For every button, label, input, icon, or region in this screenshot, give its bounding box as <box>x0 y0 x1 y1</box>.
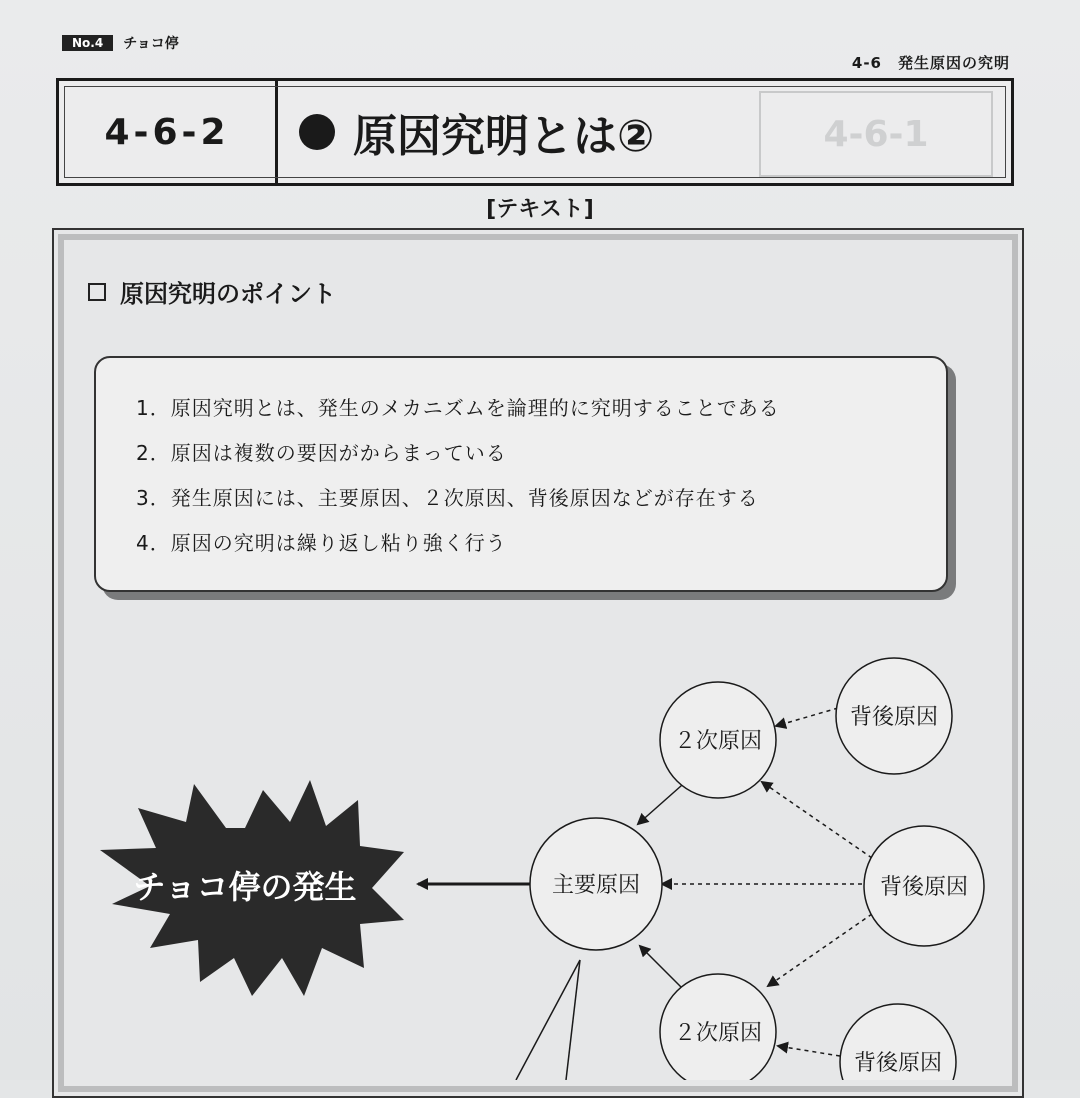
secondary-cause-label-bottom: ２次原因 <box>673 1021 763 1046</box>
point-item: 3．発生原因には、主要原因、２次原因、背後原因などが存在する <box>136 486 759 510</box>
bleed-through-number: 4-6-1 <box>759 91 993 177</box>
pointer-line <box>566 960 580 1080</box>
section-heading-text: 原因究明のポイント <box>120 280 336 308</box>
section-number: 4-6-2 <box>59 81 278 183</box>
background-cause-label-bottom: 背後原因 <box>853 1051 943 1076</box>
bullet-dot-icon <box>299 114 335 150</box>
page-title: 原因究明とは② <box>353 111 655 162</box>
arrow-bg-bottom-to-secondary <box>778 1046 840 1056</box>
arrow-bg-top-to-secondary <box>776 708 838 726</box>
section-reference: 4-6 発生原因の究明 <box>851 54 1010 72</box>
page-title-group <box>299 81 654 183</box>
secondary-cause-label-top: ２次原因 <box>673 729 763 754</box>
section-heading <box>88 274 336 309</box>
arrow-bg-mid-to-secondary-bottom <box>768 914 872 986</box>
arrow-bg-mid-to-secondary-top <box>762 782 872 858</box>
background-cause-label-top: 背後原因 <box>849 705 939 730</box>
pointer-line <box>516 960 580 1080</box>
points-list <box>96 358 946 566</box>
point-item: 4．原因の究明は繰り返し粘り強く行う <box>136 531 507 555</box>
text-label: [テキスト] <box>486 197 594 222</box>
background-cause-label-middle: 背後原因 <box>879 875 969 900</box>
series-header <box>62 34 179 52</box>
points-box <box>94 356 948 592</box>
point-item: 1．原因究明とは、発生のメカニズムを論理的に究明することである <box>136 396 780 420</box>
title-box <box>56 78 1014 186</box>
event-label: チョコ停の発生 <box>133 868 357 906</box>
cause-diagram <box>0 620 1080 1080</box>
series-badge: No.4 <box>62 35 113 51</box>
checkbox-square-icon <box>88 283 106 301</box>
arrow-secondary-bottom-to-main <box>640 946 684 990</box>
point-item: 2．原因は複数の要因がからまっている <box>136 441 507 465</box>
main-cause-label: 主要原因 <box>551 873 641 898</box>
series-title: チョコ停 <box>123 36 179 52</box>
